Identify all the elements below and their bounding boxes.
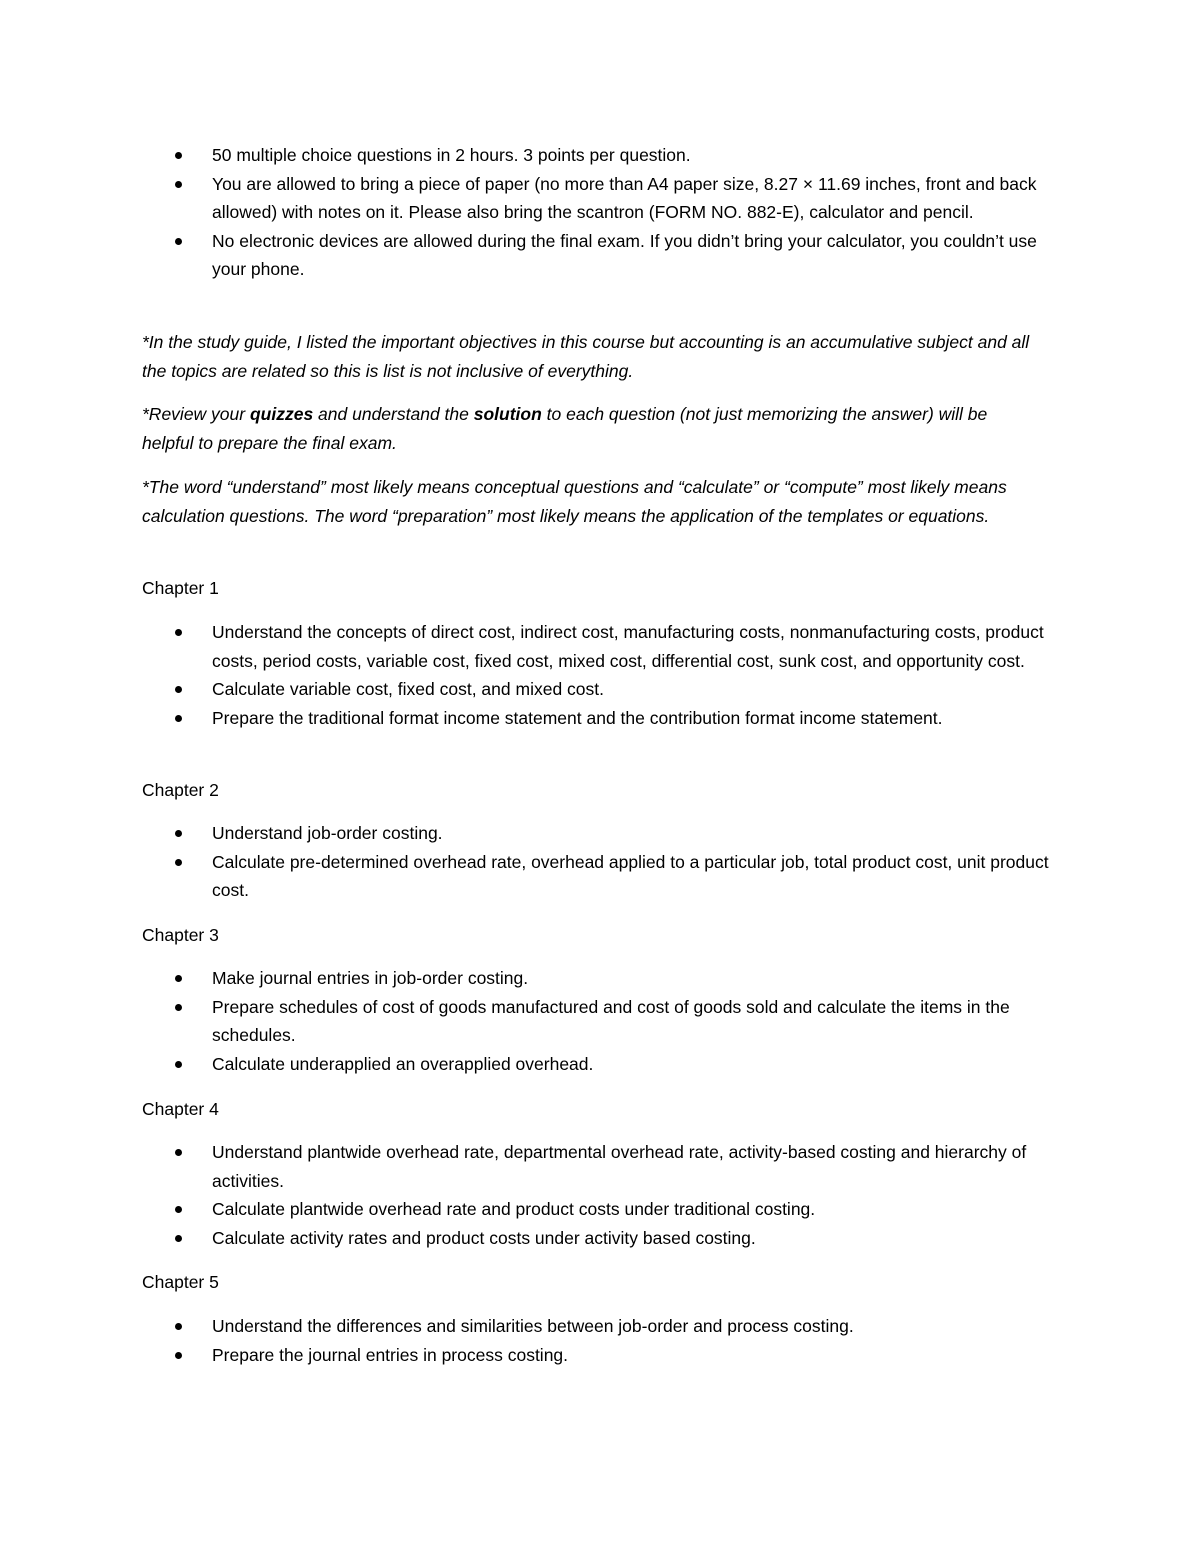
list-item: [0, 1195, 1072, 1224]
note-text: and understand the: [313, 404, 474, 424]
chapter-bullet-list: [0, 819, 1072, 905]
list-item: [0, 1138, 1072, 1195]
list-item: [0, 170, 1072, 227]
chapter-bullet-list: [0, 618, 1072, 732]
bullet-icon: [175, 1149, 182, 1156]
bullet-icon: [175, 1061, 182, 1068]
list-item: [0, 141, 1072, 170]
chapter-heading: Chapter 4: [142, 1099, 219, 1119]
list-item-text: Calculate variable cost, fixed cost, and mixed cost.: [212, 679, 604, 700]
chapter-bullet-list: [0, 1312, 1072, 1369]
list-item-text: Prepare schedules of cost of goods manufactured and cost of goods sold and calculate the items in the schedules.: [212, 996, 1010, 1046]
chapter-heading: Chapter 3: [142, 925, 219, 945]
list-item: [0, 227, 1072, 284]
note-text: to each question (not just memorizing the answer) will be helpful to prepare the final exam.: [142, 404, 988, 453]
list-item-text: Prepare the journal entries in process costing.: [212, 1344, 569, 1365]
bullet-icon: [175, 859, 182, 866]
list-item-text: Make journal entries in job-order costing.: [212, 968, 529, 988]
bullet-icon: [175, 1004, 182, 1011]
bullet-icon: [175, 152, 182, 159]
intro-bullet-list: [0, 141, 1072, 284]
word-meaning-note: *The word “understand” most likely means conceptual questions and “calculate” or “compute” most likely means calculation questions. The word “preparation” most likely means the application of the templates or equations.: [142, 477, 1007, 526]
bullet-icon: [175, 1352, 182, 1359]
note-bold-text: solution: [473, 404, 542, 424]
review-quizzes-note: [142, 400, 1042, 457]
list-item-text: No electronic devices are allowed during the final exam. If you didn’t bring your calculator, you couldn’t use your phone.: [212, 230, 1037, 280]
list-item: [0, 675, 1072, 704]
list-item-text: Calculate pre-determined overhead rate, overhead applied to a particular job, total product cost, unit product cost.: [212, 851, 1049, 901]
bullet-icon: [175, 830, 182, 837]
list-item: [0, 993, 1072, 1050]
list-item: [0, 848, 1072, 905]
list-item-text: Understand job-order costing.: [212, 823, 443, 843]
list-item: [0, 1312, 1072, 1341]
study-guide-note: *In the study guide, I listed the important objectives in this course but accounting is an accumulative subject and all the topics are related so this is list is not inclusive of everything.: [142, 332, 1030, 381]
list-item: [0, 1224, 1072, 1253]
list-item: [0, 704, 1072, 733]
list-item-text: Calculate plantwide overhead rate and product costs under traditional costing.: [212, 1199, 816, 1220]
list-item-text: Prepare the traditional format income statement and the contribution format income statement.: [212, 707, 943, 728]
bullet-icon: [175, 238, 182, 245]
list-item: [0, 1341, 1072, 1370]
list-item-text: You are allowed to bring a piece of paper (no more than A4 paper size, 8.27 × 11.69 inches, front and back allowed) with notes on it. Please also bring the scantron (FORM NO. 882-E), calculator and pencil.: [212, 173, 1037, 223]
list-item: [0, 819, 1072, 848]
list-item: [0, 618, 1072, 675]
bullet-icon: [175, 686, 182, 693]
list-item-text: Calculate activity rates and product costs under activity based costing.: [212, 1227, 756, 1248]
list-item-text: Calculate underapplied an overapplied overhead.: [212, 1053, 594, 1074]
chapter-heading: Chapter 5: [142, 1272, 219, 1292]
list-item: [0, 964, 1072, 993]
note-bold-text: quizzes: [249, 404, 314, 424]
bullet-icon: [175, 1323, 182, 1330]
chapter-bullet-list: [0, 1138, 1072, 1252]
bullet-icon: [175, 181, 182, 188]
bullet-icon: [175, 715, 182, 722]
chapter-heading: Chapter 2: [142, 780, 219, 800]
chapter-bullet-list: [0, 964, 1072, 1078]
bullet-icon: [175, 1235, 182, 1242]
list-item: [0, 1050, 1072, 1079]
chapter-heading: Chapter 1: [142, 578, 219, 598]
list-item-text: 50 multiple choice questions in 2 hours. 3 points per question.: [212, 145, 691, 165]
list-item-text: Understand the concepts of direct cost, indirect cost, manufacturing costs, nonmanufacturing costs, product costs, period costs, variable cost, fixed cost, mixed cost, differential cost, sunk cost, and opportunity cost.: [212, 622, 1044, 671]
bullet-icon: [175, 975, 182, 982]
note-text: *Review your: [142, 404, 250, 424]
list-item-text: Understand the differences and similarities between job-order and process costing.: [212, 1316, 854, 1336]
bullet-icon: [175, 629, 182, 636]
list-item-text: Understand plantwide overhead rate, departmental overhead rate, activity-based costing and hierarchy of activities.: [212, 1142, 1027, 1191]
bullet-icon: [175, 1206, 182, 1213]
